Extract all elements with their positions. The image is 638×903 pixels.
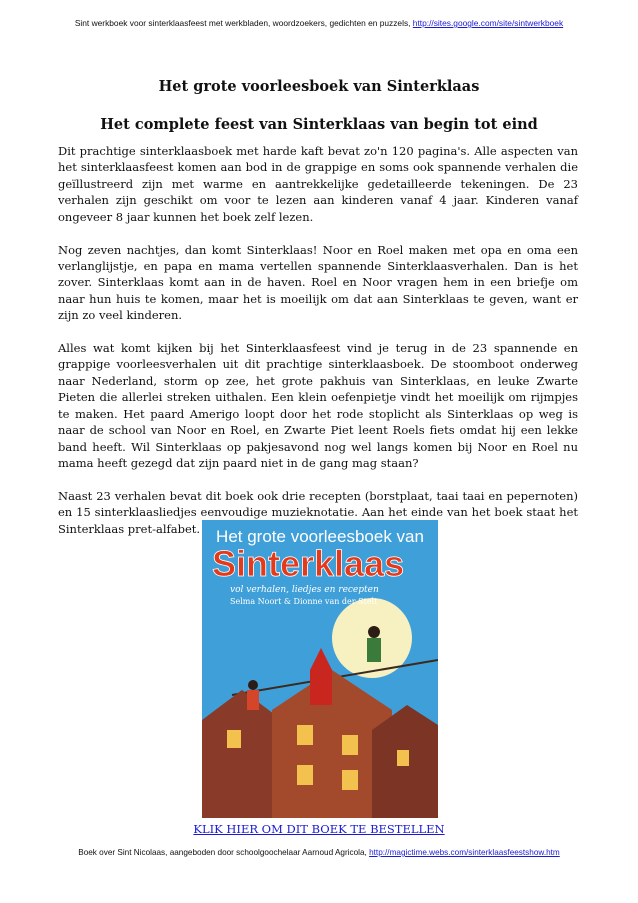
cover-title-line2: Sinterklaas xyxy=(212,543,405,584)
cover-title-line1: Het grote voorleesboek van xyxy=(216,527,424,546)
paragraph-3: Alles wat komt kijken bij het Sinterklaasfeest vind je terug in de 23 spannende en grappige voorleesverhalen uit dit prachtige sinterklaasboek. De stoomboot onderweg naar Nederland, storm op zee, het grote pakhuis van Sinterklaas, en leuke Zwarte Pieten die allerlei streken uithalen. Een klein oefenpietje vindt het moeilijk om rijmpjes te maken. Het paard Amerigo loopt door het rode stoplicht als Sinterklaas op weg is naar de school van Noor en Roel, en Zwarte Piet leent Roels fiets omdat hij een lekke band heeft. Wil Sinterklaas op pakjesavond nog wel langs komen bij Noor en Roel nu mama heeft gezegd dat zijn paard niet in de gang mag staan? xyxy=(58,341,578,470)
footer-text: Boek over Sint Nicolaas, aangeboden door schoolgoochelaar Aarnoud Agricola, xyxy=(78,848,370,857)
cover-authors: Selma Noort & Dionne van der Stelt xyxy=(230,597,378,606)
sinterklaas-figure xyxy=(310,670,332,705)
piet-figure xyxy=(367,638,381,662)
page-subtitle: Het complete feest van Sinterklaas van begin tot eind xyxy=(100,116,538,133)
header-link[interactable]: http://sites.google.com/site/sintwerkboek xyxy=(412,18,564,28)
page-footer xyxy=(0,848,638,857)
header-text: Sint werkboek voor sinterklaasfeest met werkbladen, woordzoekers, gedichten en puzzels, xyxy=(74,18,413,28)
book-cover-image[interactable] xyxy=(202,520,438,818)
paragraph-1: Dit prachtige sinterklaasboek met harde kaft bevat zo'n 120 pagina's. Alle aspecten van het sinterklaasfeest komen aan bod in de grappige en soms ook spannende verhalen die geïllustreerd zijn met warme en aantrekkelijke gedetailleerde tekeningen. De 23 verhalen zijn geschikt om voor te lezen aan kinderen vanaf 4 jaar. Kinderen vanaf ongeveer 8 jaar kunnen het boek zelf lezen. xyxy=(58,144,578,224)
paragraph-2: Nog zeven nachtjes, dan komt Sinterklaas! Noor en Roel maken met opa en oma een verlanglijstje, en papa en mama vertellen spannende Sinterklaasverhalen. Dan is het zover. Sinterklaas komt aan in de haven. Roel en Noor vragen hem in een briefje om naar hun huis te komen, maar het is moeilijk om dat aan Sinterklaas te geven, want er zijn zo veel kinderen. xyxy=(58,242,578,323)
footer-link[interactable]: http://magictime.webs.com/sinterklaasfeestshow.htm xyxy=(369,848,560,857)
order-book-link[interactable]: KLIK HIER OM DIT BOEK TE BESTELLEN xyxy=(193,822,445,836)
book-cover-illustration xyxy=(202,520,438,818)
page-header xyxy=(0,18,638,28)
paragraph-4: Naast 23 verhalen bevat dit boek ook drie recepten (borstplaat, taai taai en pepernoten) en 15 sinterklaasliedjes eenvoudige muzieknotatie. Aan het einde van het boek staat het Sinterklaas pret-alfabet. xyxy=(58,488,578,536)
cover-tagline: vol verhalen, liedjes en recepten xyxy=(230,585,379,595)
page-title: Het grote voorleesboek van Sinterklaas xyxy=(158,78,480,95)
article-body xyxy=(58,143,578,554)
